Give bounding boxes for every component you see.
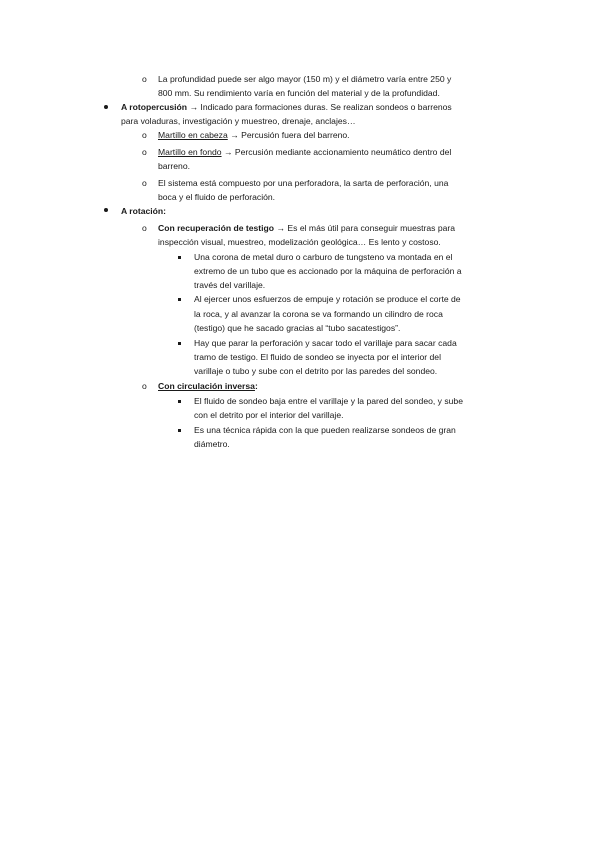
sub-bullet-marker: o (142, 223, 147, 233)
item-martillo-cabeza (158, 128, 350, 142)
text-line: Una corona de metal duro o carburo de tungsteno va montada en el (194, 252, 453, 262)
text-line: El sistema está compuesto por una perforadora, la sarta de perforación, una (158, 178, 449, 188)
section-text: → Indicado para formaciones duras. Se realizan sondeos o barrenos (187, 102, 452, 112)
text-line: través del varillaje. (194, 280, 266, 290)
item-title: Con recuperación de testigo (158, 223, 275, 233)
square-bullet (178, 298, 181, 301)
text-line: extremo de un tubo que es accionado por la máquina de perforación a (194, 266, 462, 276)
item-text: → Percusión fuera del barreno. (227, 130, 350, 140)
text-line: (testigo) que he sacado gracias al “tubo sacatestigos”. (194, 323, 401, 333)
item-colon: : (254, 381, 258, 391)
item-circulacion-inversa (158, 379, 258, 393)
text-line: El fluido de sondeo baja entre el varillaje y la pared del sondeo, y sube (194, 396, 463, 406)
text-line: Al ejercer unos esfuerzos de empuje y rotación se produce el corte de (194, 294, 461, 304)
item-martillo-fondo (158, 145, 451, 159)
sub-bullet-marker: o (142, 381, 147, 391)
square-bullet (178, 256, 181, 259)
text-line: barreno. (158, 161, 191, 171)
item-title: Con circulación inversa (158, 381, 255, 391)
bullet-dot (104, 105, 108, 109)
term-underlined: Martillo en cabeza (158, 130, 228, 140)
text-line: para voladuras, investigación y muestreo, drenaje, anclajes… (121, 116, 356, 126)
text-line: con el detrito por el interior del varillaje. (194, 410, 344, 420)
square-bullet (178, 400, 181, 403)
square-bullet (178, 429, 181, 432)
section-rotopercusion (121, 100, 452, 114)
item-text: → Percusión mediante accionamiento neumático dentro del (221, 147, 452, 157)
square-bullet (178, 342, 181, 345)
section-title: A rotopercusión (121, 102, 188, 112)
text-line: Es una técnica rápida con la que pueden realizarse sondeos de gran (194, 425, 456, 435)
bullet-dot (104, 208, 108, 212)
text-line: 800 mm. Su rendimiento varía en función del material y de la profundidad. (158, 88, 440, 98)
item-text: → Es el más útil para conseguir muestras para (274, 223, 456, 233)
sub-bullet-marker: o (142, 74, 147, 84)
text-line: Hay que parar la perforación y sacar todo el varillaje para sacar cada (194, 338, 457, 348)
text-line: boca y el fluido de perforación. (158, 192, 276, 202)
text-line: diámetro. (194, 439, 230, 449)
sub-bullet-marker: o (142, 130, 147, 140)
sub-bullet-marker: o (142, 147, 147, 157)
text-line: La profundidad puede ser algo mayor (150 m) y el diámetro varía entre 250 y (158, 74, 452, 84)
text-line: inspección visual, muestreo, modelización geológica… Es lento y costoso. (158, 237, 441, 247)
item-recuperacion-testigo (158, 221, 455, 235)
term-underlined: Martillo en fondo (158, 147, 222, 157)
section-title: A rotación: (121, 206, 167, 216)
sub-bullet-marker: o (142, 178, 147, 188)
text-line: varillaje o tubo y sube con el detrito por las paredes del sondeo. (194, 366, 438, 376)
text-line: la roca, y al avanzar la corona se va formando un cilindro de roca (194, 309, 443, 319)
text-line: tramo de testigo. El fluido de sondeo se inyecta por el interior del (194, 352, 441, 362)
